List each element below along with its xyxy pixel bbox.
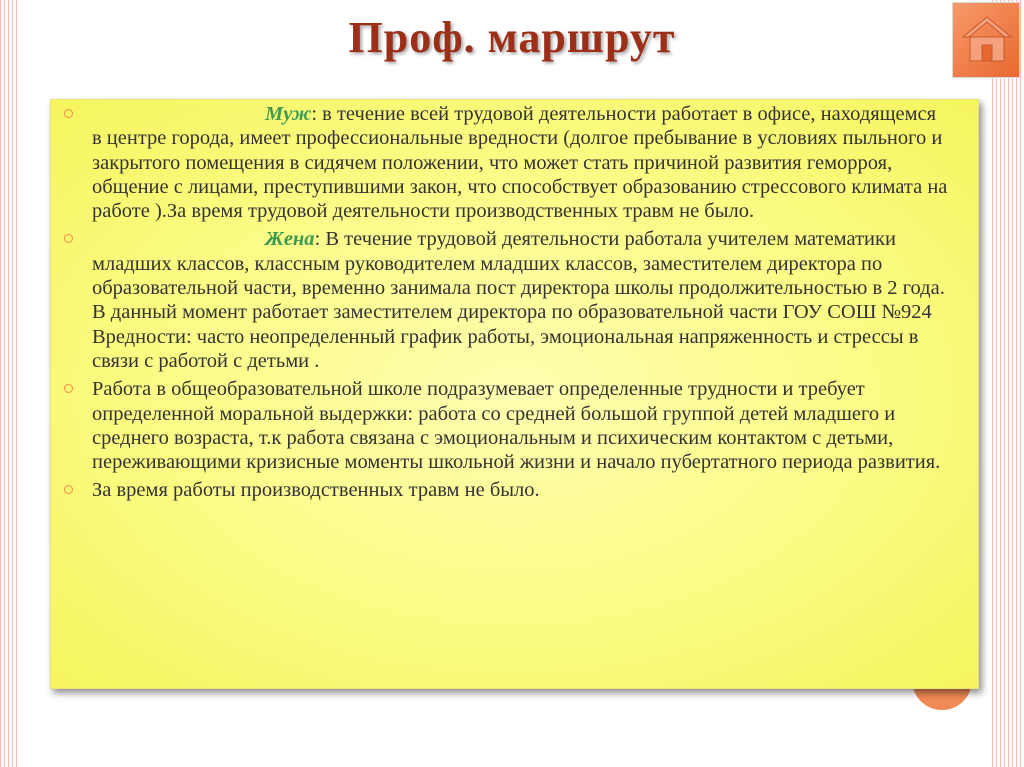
- ring-bullet-icon: [64, 485, 73, 494]
- item-text-school-work: Работа в общеобразовательной школе подразумевает определенные трудности и требует определенной моральной выдержки: работа со средней большой группой детей младшего и среднего возраста, т.к работа связана с эмоциональным и психическим контактом с детьми, переживающими кризисные моменты школьной жизни и начало пубертатного периода развития.: [92, 378, 941, 474]
- ring-bullet-icon: [64, 384, 73, 393]
- list-item-wife: [51, 227, 978, 373]
- role-label-husband: Муж: [265, 103, 312, 125]
- slide-title: Проф. маршрут: [348, 13, 676, 62]
- bullet-list: [51, 102, 978, 507]
- ring-bullet-icon: [64, 234, 73, 243]
- decorative-stripes-left: [0, 0, 18, 767]
- item-text-husband: : в течение всей трудовой деятельности работает в офисе, находящемся в центре города, имеет профессиональные вредности (долгое пребывание в условиях пыльного и закрытого помещения в сидячем положении, что может стать причиной развития геморроя, общение с лицами, преступившими закон, что способствует образованию стрессового климата на работе ).За время трудовой деятельности производственных травм не было.: [92, 103, 948, 223]
- list-item-no-injuries: [51, 478, 978, 502]
- item-text-no-injuries: За время работы производственных травм не было.: [92, 479, 540, 502]
- ring-bullet-icon: [64, 109, 73, 118]
- item-text-wife: : В течение трудовой деятельности работала учителем математики младших классов, классным руководителем младших классов, заместителем директора по образовательной части, временно занимала пост директора школы продолжительностью в 2 года. В данный момент работает заместителем директора по образовательной части ГОУ СОШ №924 Вредности: часто неопределенный график работы, эмоциональная напряженность и стрессы в связи с работой с детьми .: [92, 228, 945, 372]
- content-panel: [50, 99, 979, 689]
- list-item-husband: [51, 102, 978, 223]
- list-item-school-work: [51, 377, 978, 474]
- decorative-stripes-right: [992, 0, 1024, 767]
- role-label-wife: Жена: [265, 228, 315, 251]
